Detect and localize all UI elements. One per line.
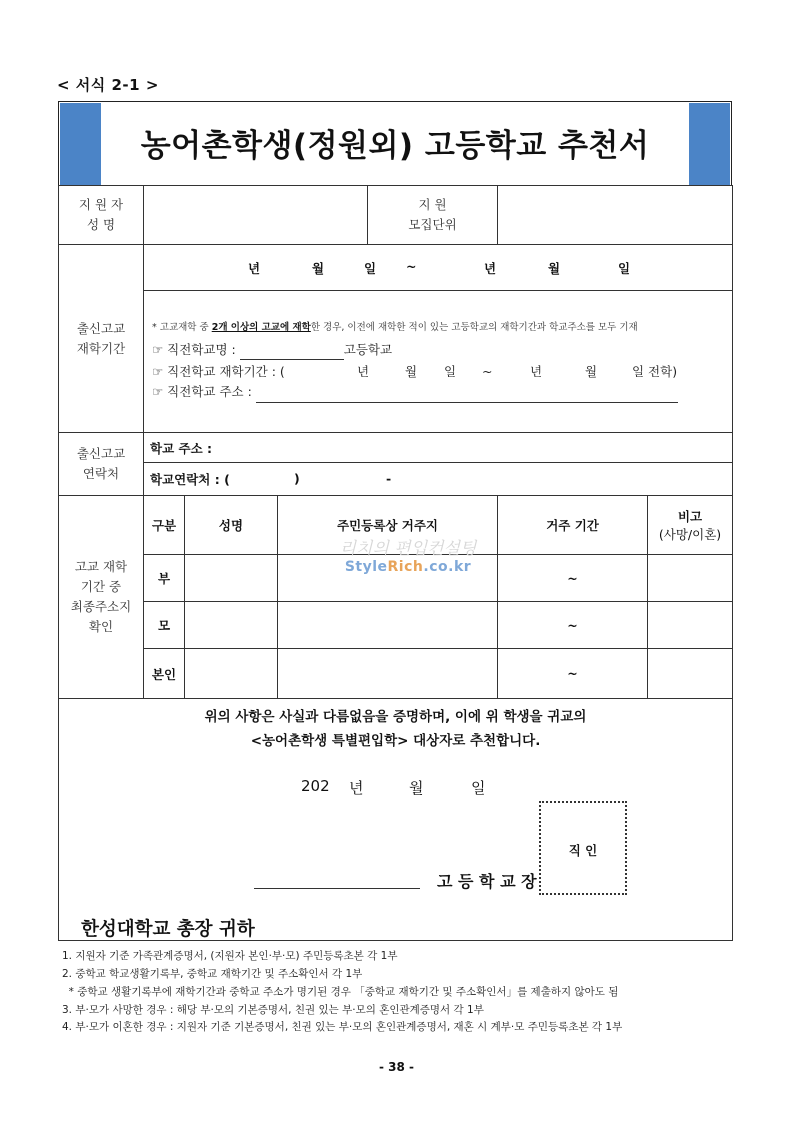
list-item: 4. 부·모가 이혼한 경우 : 지원자 기준 기본증명서, 친권 있는 부·모의 혼인관계증명서, 재혼 시 계부·모 주민등록초본 각 1부 [62,1021,623,1034]
watermark-brand: StyleRich.co.kr [344,559,472,575]
certification-line-2: <농어촌학생 특별편입학> 대상자로 추천합니다. [250,733,541,749]
header-period: 거주 기간 [498,496,648,555]
page-title: 농어촌학생(정원외) 고등학교 추천서 [140,128,650,164]
applicant-row [59,186,733,245]
list-item: * 중학교 생활기록부에 재학기간과 중학교 주소가 명기된 경우 「중학교 재학기간 및 주소확인서」를 제출하지 않아도 됨 [62,985,619,998]
phone-close-paren: ) [294,471,300,486]
self-address-field[interactable] [278,649,498,699]
mother-remarks-field[interactable] [648,602,733,649]
school-name-field[interactable] [254,875,420,889]
watermark-script: 리치의 편입컨설팅 [339,539,477,559]
addressee: 한성대학교 총장 귀하 [81,919,255,940]
certification-line-1: 위의 사항은 사실과 다름없음을 증명하며, 이에 위 학생을 귀교의 [204,709,587,725]
certification-box [59,699,733,941]
list-item: 1. 지원자 기준 가족관계증명서, (지원자 본인·부·모) 주민등록초본 각 1부 [62,950,398,962]
mother-period-field[interactable]: ~ [498,602,648,649]
period-day-1: 일 [364,260,377,276]
school-phone-label: 학교연락처 : ( [150,472,230,487]
father-period-field[interactable]: ~ [498,555,648,602]
recommendation-form-table [58,185,733,941]
row-division-self: 본인 [144,649,185,699]
principal-title: 고 등 학 교 장 [437,872,537,891]
father-address-field[interactable] [278,555,498,602]
list-item: 2. 중학교 학교생활기록부, 중학교 재학기간 및 주소확인서 각 1부 [62,967,363,980]
seal-label: 직 인 [568,843,598,858]
form-number-label: < 서식 2-1 > [57,76,159,94]
title-right-accent [689,103,730,185]
contact-phone-row [59,463,733,496]
previous-school-notes [144,291,733,433]
mother-name-field[interactable] [185,602,278,649]
enrollment-period-field[interactable] [144,245,733,291]
header-remarks: 비고 (사망/이혼) [648,496,733,555]
previous-school-row [59,291,733,433]
title-bar [58,101,732,185]
multi-school-note: * 고교재학 중 2개 이상의 고교에 재학한 경우, 이전에 재학한 적이 있는 고등학교의 재학기간과 학교주소를 모두 기재 [152,322,638,334]
applicant-name-label: 지 원 자 성 명 [59,186,144,245]
phone-dash: - [386,471,392,486]
enrollment-label: 출신고교 재학기간 [59,245,144,433]
header-address: 주민등록상 거주지 [278,496,498,555]
required-documents-list [62,948,622,1037]
contact-label: 출신고교 연락처 [59,433,144,496]
father-remarks-field[interactable] [648,555,733,602]
period-tilde: ~ [406,258,417,274]
mother-address-field[interactable] [278,602,498,649]
period-year-1: 년 [248,260,261,276]
header-division: 구분 [144,496,185,555]
prev-school-address-field[interactable] [256,389,678,403]
row-division-mother: 모 [144,602,185,649]
father-name-field[interactable] [185,555,278,602]
official-seal-box [539,801,627,895]
page-number: - 38 - [378,1060,414,1074]
residence-header-row [59,496,733,555]
prev-school-name-line: ☞ 직전학교명 : 고등학교 [152,340,724,361]
residence-label: 고교 재학 기간 중 최종주소지 확인 [59,496,144,699]
table-row [59,649,733,699]
applicant-name-field[interactable] [144,186,368,245]
self-period-field[interactable]: ~ [498,649,648,699]
list-item: 3. 부·모가 사망한 경우 : 해당 부·모의 기본증명서, 친권 있는 부·모의 혼인관계증명서 각 1부 [62,1003,484,1016]
period-year-2: 년 [484,260,497,276]
prev-school-address-line: ☞ 직전학교 주소 : [152,382,724,403]
table-row [59,555,733,602]
row-division-father: 부 [144,555,185,602]
school-phone-field[interactable] [144,463,733,496]
certification-row [59,699,733,941]
self-name-field[interactable] [185,649,278,699]
header-name: 성명 [185,496,278,555]
school-address-label: 학교 주소 : [150,440,213,456]
prev-school-name-field[interactable] [240,346,344,360]
enrollment-period-row [59,245,733,291]
period-month-2: 월 [548,260,561,276]
certification-date[interactable]: 202 년 월 일 [301,777,486,797]
period-month-1: 월 [312,260,325,276]
period-day-2: 일 [618,260,631,276]
applicant-unit-field[interactable] [498,186,733,245]
prev-school-period-line: ☞ 직전학교 재학기간 : ( 년 월 일 ~ 년 월 일 전학) [152,363,678,379]
school-address-field[interactable] [144,433,733,463]
title-left-accent [60,103,101,185]
applicant-unit-label: 지 원 모집단위 [368,186,498,245]
table-row [59,602,733,649]
contact-address-row [59,433,733,463]
self-remarks-field[interactable] [648,649,733,699]
